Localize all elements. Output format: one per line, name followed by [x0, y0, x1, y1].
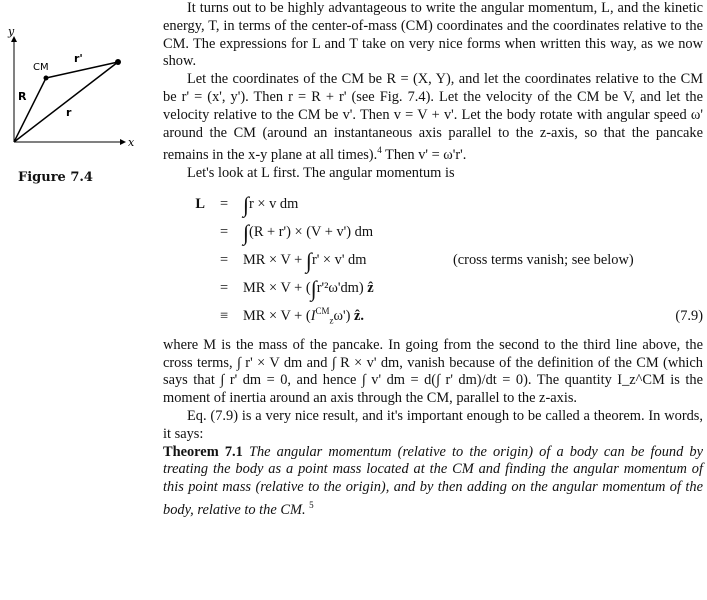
cm-point — [44, 76, 49, 81]
paragraph-2 — [163, 71, 703, 165]
footnote-4: 4 — [377, 145, 382, 156]
footnote-5: 5 — [309, 499, 314, 510]
paragraph-3: Let's look at L first. The angular momentum is — [187, 164, 455, 181]
equation-rel-2: = — [219, 223, 229, 240]
equation-rel-5: ≡ — [219, 307, 229, 324]
equation-row-2 — [163, 219, 703, 247]
equation-rhs-3b: r' × v' dm — [311, 251, 367, 268]
equation-rhs-4b: r'²ω'dm — [316, 279, 359, 296]
y-axis-label: y — [8, 25, 15, 38]
equation-number: (7.9) — [675, 307, 703, 324]
paragraph-5: Eq. (7.9) is a very nice result, and it's important enough to be called a theorem. In words, it says: — [163, 407, 703, 442]
equation-row-3 — [163, 247, 703, 275]
equation-note-cross-terms: (cross terms vanish; see below) — [453, 251, 634, 268]
equation-row-1 — [163, 191, 703, 219]
equation-rel-4: = — [219, 279, 229, 296]
equation-rhs-2: (R + r') × (V + v') dm — [249, 223, 374, 240]
body-text — [163, 0, 703, 520]
paragraph-2-end: Then v' = ω'r'. — [385, 147, 467, 164]
equation-rel-3: = — [219, 251, 229, 268]
integral-sign: ∫ — [243, 191, 250, 217]
integral-sign: ∫ — [243, 219, 250, 245]
R-label: R — [18, 90, 27, 103]
vector-R — [14, 78, 46, 142]
integral-sign: ∫ — [310, 275, 317, 301]
equation-rhs-4a: MR × V + — [243, 279, 303, 296]
equation-rel-1: = — [219, 195, 229, 212]
equation-rhs-5d: ẑ. — [353, 307, 364, 324]
equation-rhs-5b: I — [310, 307, 316, 324]
equation-block-7-9 — [163, 191, 703, 331]
theorem-7-1 — [163, 444, 703, 520]
equation-rhs-1: r × v dm — [249, 195, 299, 212]
mass-point — [115, 59, 121, 65]
cm-label: CM — [33, 62, 49, 73]
equation-row-4: = MR × V + (∫r'²ω'dm) ẑ — [163, 275, 703, 303]
equation-rhs-5-sup: CM — [315, 306, 330, 317]
integral-sign: ∫ — [305, 247, 312, 273]
paragraph-4: where M is the mass of the pancake. In going from the second to the third line above, the cross terms, ∫ r' × V dm and ∫ R × v' dm, vanish because of the definition of the CM (which says that ∫ r' dm = 0, and hence ∫ v' dm = d(∫ r' dm)/dt = 0). The quantity I_z^CM is the moment of inertia around an axis through the CM, parallel to the z-axis. — [163, 336, 703, 407]
equation-rhs-3a: MR × V + — [243, 251, 303, 268]
equation-row-5: ≡ MR × $V + (I^{CM}_z\omega')$ ẑ. (7.9) — [163, 303, 703, 331]
x-axis-arrow — [120, 139, 126, 145]
r-label: r — [66, 106, 72, 119]
equation-rhs-5c: ω' — [333, 307, 346, 324]
equation-rhs-4c: ẑ — [367, 279, 374, 296]
r-prime-label: r' — [74, 52, 83, 65]
theorem-body: The angular momentum (relative to the origin) of a body can be found by treating the body as a point mass located at the CM and finding the angular momentum of this point mass (relative to the origin), and by then adding on the angular momentum of the body, relative to the CM. — [163, 443, 703, 518]
equation-lhs: L — [195, 195, 205, 212]
theorem-title: Theorem 7.1 — [163, 443, 243, 460]
x-axis-label: x — [128, 136, 135, 149]
paragraph-1: It turns out to be highly advantageous to write the angular momentum, L, and the kinetic energy, T, in terms of the center-of-mass (CM) coordinates and the coordinates relative to the CM. The expressions for L and T take on very nice forms when written this way, as we now show. — [163, 0, 703, 70]
figure-caption: Figure 7.4 — [18, 170, 93, 185]
equation-rhs-5a: MR × V + — [243, 307, 303, 324]
paragraph-2-text: Let the coordinates of the CM be R = (X, Y), and let the coordinates relative to the CM be r' = (x', y'). Then r = R + r' (see Fig. 7.4). Let the velocity of the CM be V, and let the velocity relative to the CM be v'. Then v = V + v'. Let the body rotate with angular speed ω' around the CM (around an instantaneous axis parallel to the z-axis, so that the pancake remains in the x-y plane at all times). — [163, 71, 703, 164]
equation-rhs-5-sub: z — [329, 315, 334, 326]
figure-7-4-diagram — [0, 24, 150, 154]
